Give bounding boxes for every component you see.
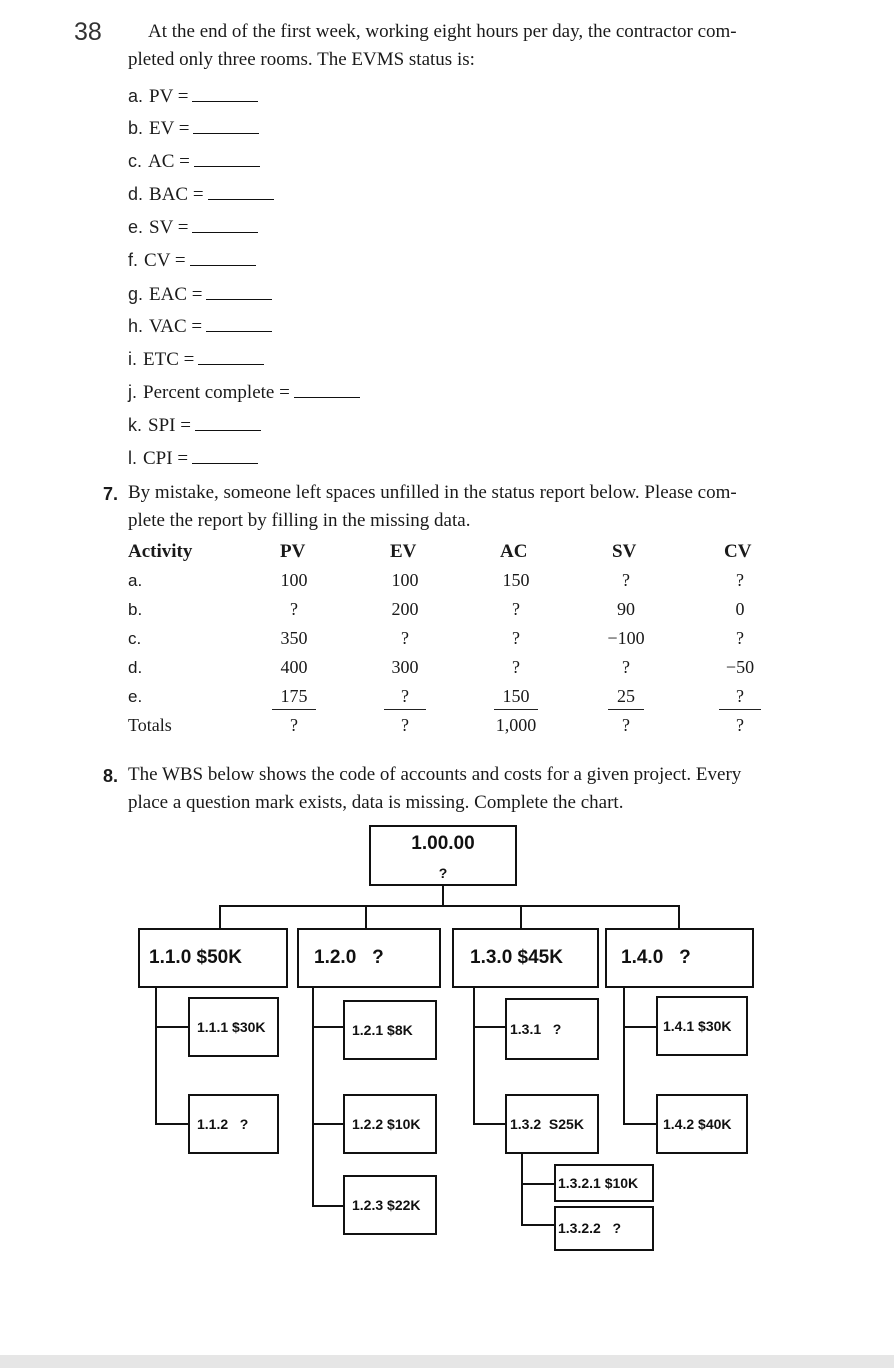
answer-blank[interactable] [190,251,256,266]
cell-cv: 0 [735,599,745,619]
connector-line [155,1123,189,1125]
row-label: c. [128,629,142,648]
cell-ev: 100 [391,570,419,590]
wbs-node-1-2-3: 1.2.3 $22K [343,1175,437,1235]
cell-ac: ? [512,628,520,648]
item-label: j. [128,382,137,402]
cell-cv: ? [736,715,744,735]
connector-line [155,988,157,1125]
answer-blank[interactable] [206,317,272,332]
page-number: 38 [74,18,102,46]
total-rule-cv [719,709,761,710]
answer-blank[interactable] [193,119,259,134]
q6-item-i [128,349,264,371]
q8-line2: place a question mark exists, data is missing. Complete the chart. [128,792,624,813]
connector-line [155,1026,189,1028]
cell-ev: ? [401,628,409,648]
q6-item-f [128,250,256,272]
q6-item-g [128,284,272,306]
cell-cv: ? [736,628,744,648]
cell-pv: ? [290,715,298,735]
q7-line1: By mistake, someone left spaces unfilled in the status report below. Please com- [128,482,737,503]
cell-ev: ? [401,686,409,706]
col-header-ac: AC [500,541,528,562]
item-label: a. [128,86,144,106]
cell-sv: ? [622,570,630,590]
q6-item-c [128,151,260,173]
q6-intro-line2: pleted only three rooms. The EVMS status is: [128,49,475,70]
q6-item-a [128,86,258,108]
row-label: a. [128,571,143,590]
row-label: b. [128,600,143,619]
wbs-node-1-3-2: 1.3.2 S25K [505,1094,599,1154]
item-label: e. [128,217,144,237]
total-rule-sv [608,709,644,710]
q7-number: 7. [103,484,119,504]
wbs-root-box [369,825,517,886]
total-rule-ac [494,709,538,710]
wbs-node-1-3-2-2: 1.3.2.2 ? [554,1206,654,1251]
total-rule-pv [272,709,316,710]
cell-cv: ? [736,570,744,590]
connector-line [219,905,680,907]
item-label: f. [128,250,139,270]
q6-item-b [128,118,259,140]
item-text: CPI = [143,448,189,469]
wbs-node-1-1-1: 1.1.1 $30K [188,997,279,1057]
wbs-node-1-4-2: 1.4.2 $40K [656,1094,748,1154]
item-label: b. [128,118,144,138]
cell-pv: 175 [280,686,308,706]
col-header-cv: CV [724,541,752,562]
row-label: d. [128,658,143,677]
col-header-ev: EV [390,541,417,562]
row-label: e. [128,687,143,706]
item-label: c. [128,151,143,171]
answer-blank[interactable] [198,350,264,365]
item-text: BAC = [149,184,204,205]
cell-ac: ? [512,657,520,677]
connector-line [623,988,625,1125]
cell-cv: −50 [725,657,755,677]
wbs-node-1-2-1: 1.2.1 $8K [343,1000,437,1060]
cell-ev: 200 [391,599,419,619]
answer-blank[interactable] [208,185,274,200]
cell-ac: ? [512,599,520,619]
q6-item-d [128,184,274,206]
connector-line [473,988,475,1125]
cell-ev: ? [401,715,409,735]
answer-blank[interactable] [294,383,360,398]
q6-item-k [128,415,261,437]
item-text: SPI = [148,415,191,436]
wbs-node-1-4-0: 1.4.0 ? [605,928,754,988]
item-text: EV = [149,118,190,139]
wbs-node-1-3-2-1: 1.3.2.1 $10K [554,1164,654,1202]
item-label: l. [128,448,137,468]
wbs-node-1-3-0: 1.3.0 $45K [452,928,599,988]
q6-item-h [128,316,272,338]
cell-pv: 350 [280,628,308,648]
row-label: Totals [128,715,172,735]
cell-sv: 90 [617,599,635,619]
q8-prompt [128,761,808,817]
item-label: g. [128,284,144,304]
connector-line [623,1123,657,1125]
cell-sv: 25 [617,686,635,706]
item-text: VAC = [149,316,203,337]
wbs-node-1-1-0: 1.1.0 $50K [138,928,288,988]
q6-intro-line1: At the end of the first week, working eight hours per day, the contractor com- [148,21,737,42]
cell-sv: ? [622,657,630,677]
q6-item-e [128,217,258,239]
item-label: d. [128,184,144,204]
connector-line [312,1123,344,1125]
item-label: i. [128,349,137,369]
item-text: Percent complete = [143,382,290,403]
answer-blank[interactable] [192,218,258,233]
bottom-scroll-bar [0,1355,894,1368]
item-text: PV = [149,86,189,107]
q8-number: 8. [103,766,119,786]
connector-line [520,905,522,929]
wbs-root-code: 1.00.00 [411,833,475,854]
connector-line [623,1026,657,1028]
item-text: ETC = [143,349,195,370]
item-text: EAC = [149,284,203,305]
item-text: CV = [144,250,186,271]
connector-line [312,1205,344,1207]
cell-ev: 300 [391,657,419,677]
total-rule-ev [384,709,426,710]
q8-line1: The WBS below shows the code of accounts and costs for a given project. Every [128,764,742,785]
cell-sv: ? [622,715,630,735]
connector-line [473,1123,507,1125]
q6-intro [128,18,808,74]
col-header-sv: SV [612,541,637,562]
q6-item-l [128,448,258,470]
item-text: SV = [149,217,189,238]
connector-line [365,905,367,929]
q6-item-j [128,382,360,404]
answer-blank[interactable] [206,285,272,300]
item-label: k. [128,415,143,435]
cell-pv: 100 [280,570,308,590]
wbs-node-1-3-1: 1.3.1 ? [505,998,599,1060]
q7-prompt [128,479,808,535]
cell-ac: 150 [502,570,530,590]
item-text: AC = [148,151,190,172]
connector-line [521,1183,555,1185]
q7-line2: plete the report by filling in the missing data. [128,510,471,531]
connector-line [678,905,680,929]
cell-pv: 400 [280,657,308,677]
wbs-node-1-2-2: 1.2.2 $10K [343,1094,437,1154]
wbs-node-1-1-2: 1.1.2 ? [188,1094,279,1154]
answer-blank[interactable] [192,449,258,464]
connector-line [312,988,314,1207]
connector-line [473,1026,507,1028]
connector-line [521,1224,555,1226]
wbs-node-1-2-0: 1.2.0 ? [297,928,441,988]
wbs-root-value: ? [438,865,448,881]
answer-blank[interactable] [192,87,258,102]
answer-blank[interactable] [194,152,260,167]
col-header-pv: PV [280,541,306,562]
cell-ac: 150 [502,686,530,706]
wbs-node-1-4-1: 1.4.1 $30K [656,996,748,1056]
connector-line [312,1026,344,1028]
cell-ac: 1,000 [495,715,537,735]
connector-line [521,1154,523,1226]
answer-blank[interactable] [195,416,261,431]
connector-line [219,905,221,929]
cell-cv: ? [736,686,744,706]
col-header-activity: Activity [128,541,193,562]
connector-line [442,886,444,905]
cell-sv: −100 [607,628,645,648]
cell-pv: ? [290,599,298,619]
item-label: h. [128,316,144,336]
